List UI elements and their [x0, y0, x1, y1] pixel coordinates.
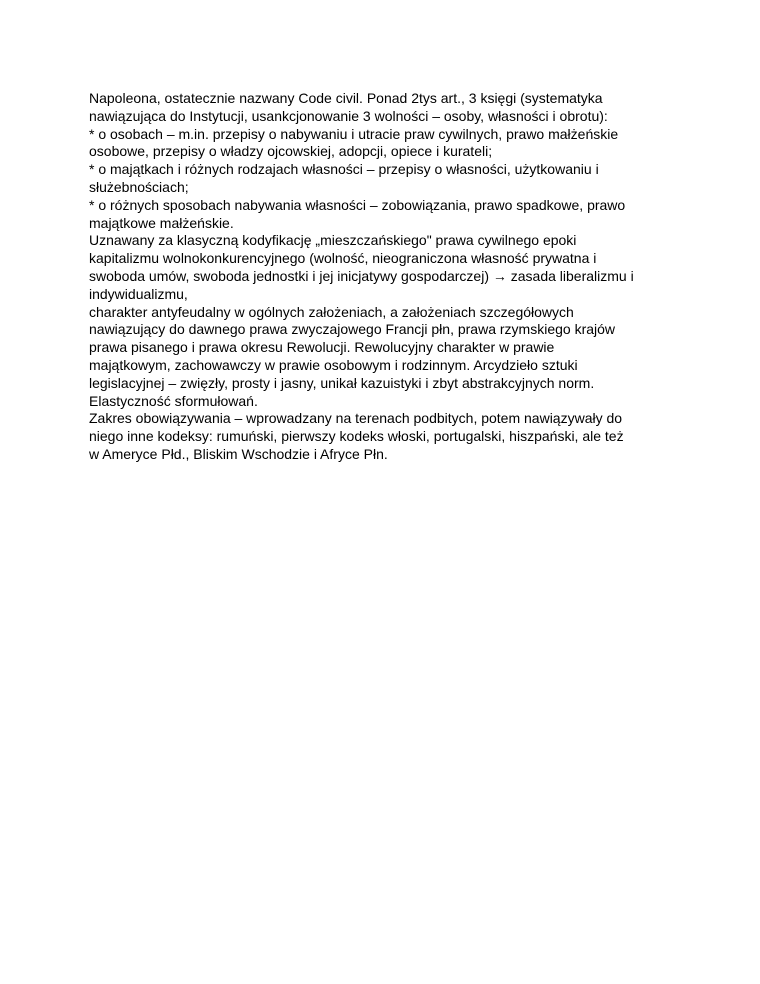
text-line: charakter antyfeudalny w ogólnych założeniach, a założeniach szczegółowych — [89, 303, 574, 320]
text-line: Napoleona, ostatecznie nazwany Code civil. Ponad 2tys art., 3 księgi (systematyka — [89, 90, 603, 106]
text-line: Zakres obowiązywania – wprowadzany na terenach podbitych, potem nawiązywały do — [89, 410, 623, 427]
text-line: Elastyczność sformułowań. — [89, 392, 258, 409]
text-line: kapitalizmu wolnokonkurencyjnego (wolność, nieograniczona własność prywatna i — [89, 250, 597, 267]
document-body-text — [89, 90, 689, 464]
text-line: swoboda umów, swoboda jednostki i jej inicjatywy gospodarczej) → zasada liberalizmu i — [89, 267, 634, 284]
text-line: Uznawany za klasyczną kodyfikację „mieszczańskiego" prawa cywilnego epoki — [89, 232, 577, 249]
text-line: majątkowe małżeńskie. — [89, 214, 234, 231]
text-line: służebnościach; — [89, 178, 189, 195]
text-line: * o różnych sposobach nabywania własności – zobowiązania, prawo spadkowe, prawo — [89, 196, 626, 213]
text-line: prawa pisanego i prawa okresu Rewolucji. Rewolucyjny charakter w prawie — [89, 339, 555, 356]
text-line: niego inne kodeksy: rumuński, pierwszy kodeks włoski, portugalski, hiszpański, ale też — [89, 428, 624, 445]
text-line: nawiązująca do Instytucji, usankcjonowanie 3 wolności – osoby, własności i obrotu): — [89, 107, 608, 124]
text-line: legislacyjnej – zwięzły, prosty i jasny, unikał kazuistyki i zbyt abstrakcyjnych norm. — [89, 374, 595, 391]
text-line: indywidualizmu, — [89, 285, 188, 302]
text-line: nawiązujący do dawnego prawa zwyczajowego Francji płn, prawa rzymskiego krajów — [89, 321, 616, 338]
text-line: osobowe, przepisy o władzy ojcowskiej, adopcji, opiece i kurateli; — [89, 143, 493, 160]
text-line: * o osobach – m.in. przepisy o nabywaniu i utracie praw cywilnych, prawo małżeńskie — [89, 125, 619, 142]
text-line: w Ameryce Płd., Bliskim Wschodzie i Afryce Płn. — [89, 445, 388, 462]
text-line: majątkowym, zachowawczy w prawie osobowym i rodzinnym. Arcydzieło sztuki — [89, 356, 578, 373]
text-line: * o majątkach i różnych rodzajach własności – przepisy o własności, użytkowaniu i — [89, 161, 599, 178]
